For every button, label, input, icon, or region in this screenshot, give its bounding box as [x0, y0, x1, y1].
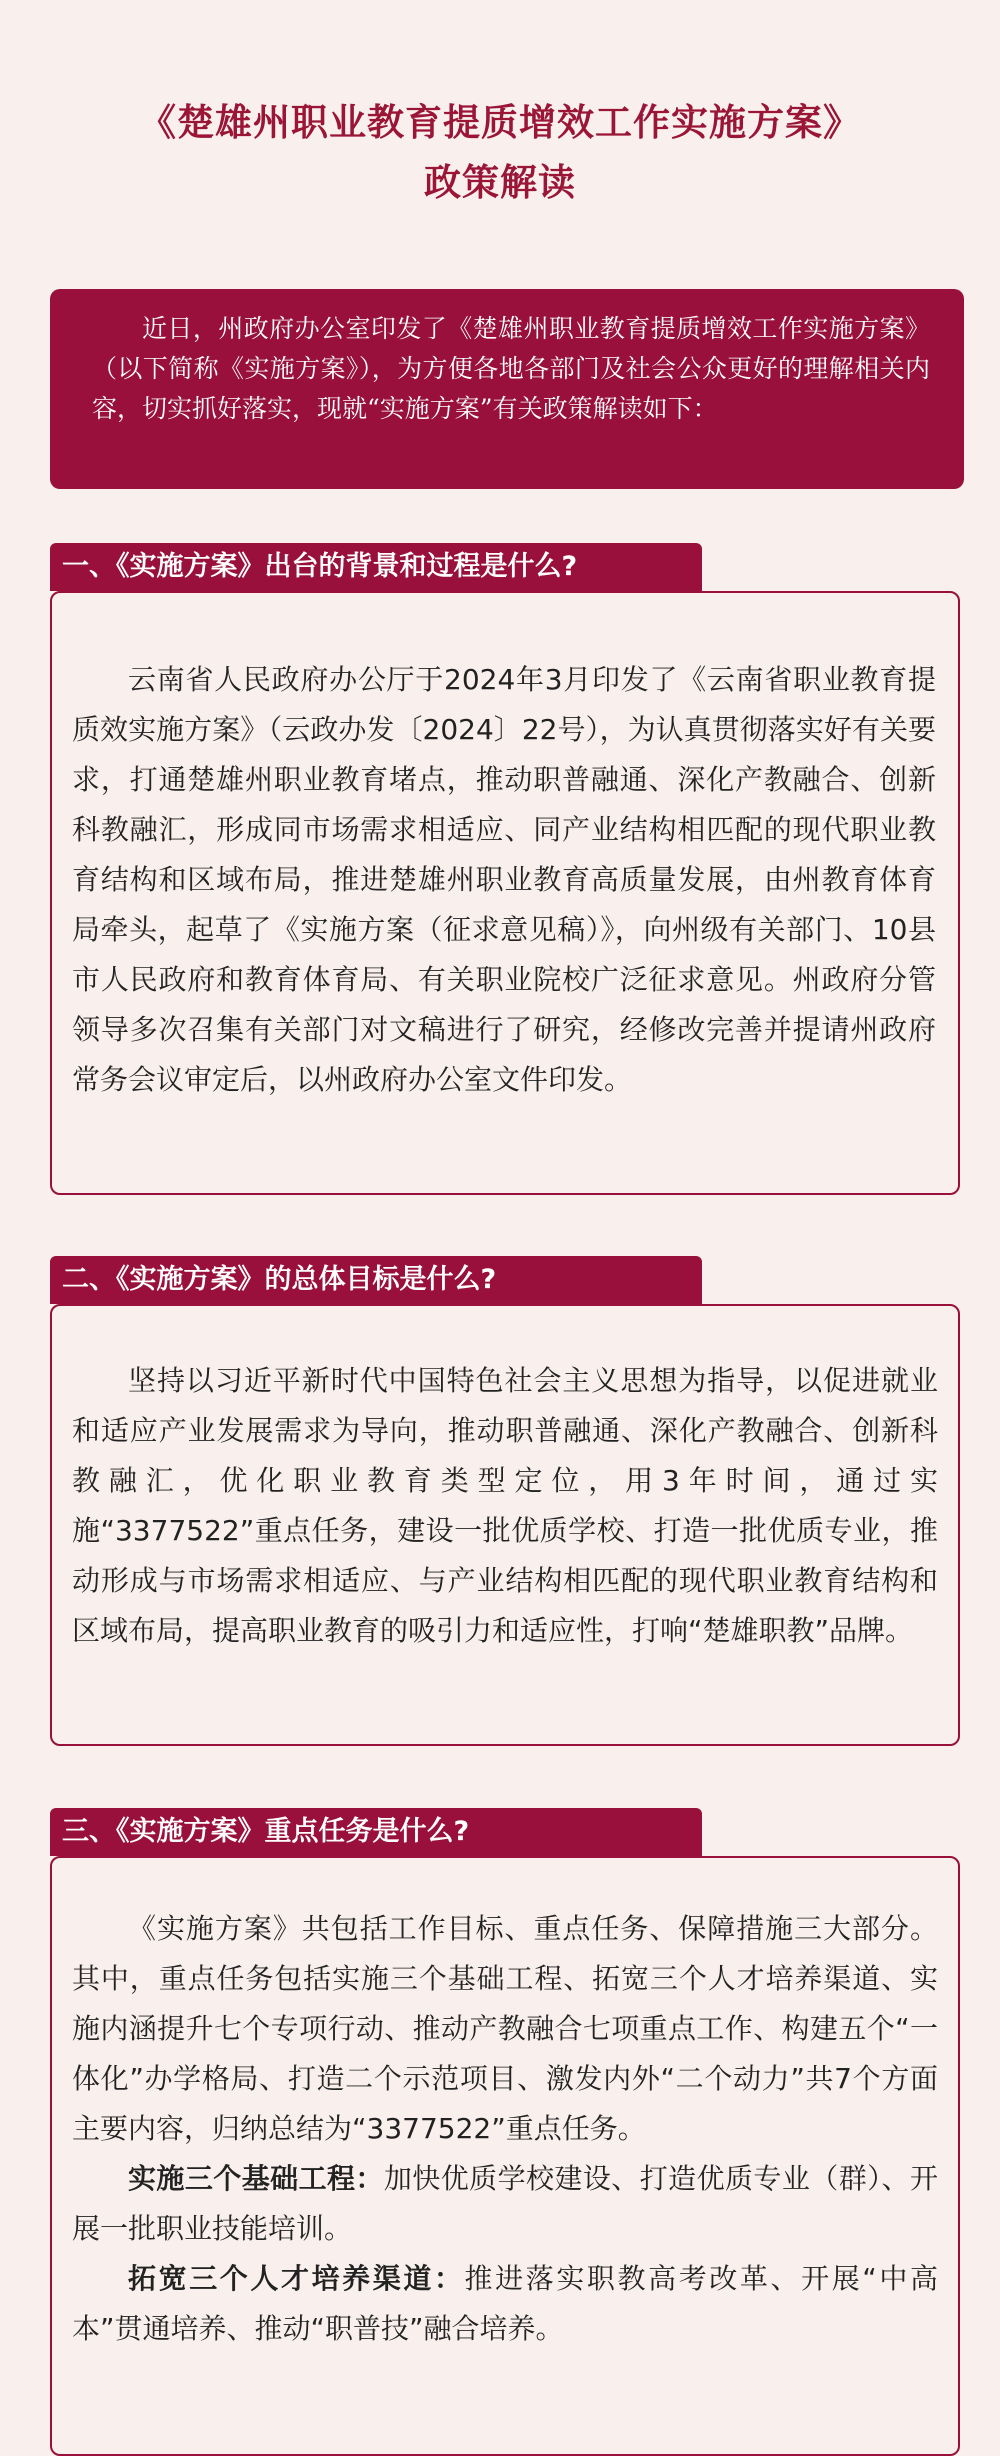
page-subtitle: 政策解读	[424, 160, 576, 204]
item-2-label: 拓宽三个人才培养渠道：	[128, 2262, 465, 2295]
section-1-heading: 一、《实施方案》出台的背景和过程是什么?	[50, 543, 702, 591]
item-1-label: 实施三个基础工程：	[128, 2162, 384, 2195]
section-3-heading: 三、《实施方案》重点任务是什么?	[50, 1808, 702, 1856]
section-3-item-2	[72, 2254, 938, 2354]
section-3-box	[50, 1856, 960, 2456]
intro-box: 近日，州政府办公室印发了《楚雄州职业教育提质增效工作实施方案》（以下简称《实施方案》），为方便各地各部门及社会公众更好的理解相关内容，切实抓好落实，现就“实施方案”有关政策解读如下：	[50, 289, 964, 489]
section-2-heading: 二、《实施方案》的总体目标是什么?	[50, 1256, 702, 1304]
item-1-text: 加快优质学校建设、打造优质专业（群）、开展一批职业技能培训。	[72, 2162, 938, 2245]
section-2-paragraph: 坚持以习近平新时代中国特色社会主义思想为指导，以促进就业和适应产业发展需求为导向，推动职普融通、深化产教融合、创新科教融汇，优化职业教育类型定位，用3年时间，通过实施“3377522”重点任务，建设一批优质学校、打造一批优质专业，推动形成与市场需求相适应、与产业结构相匹配的现代职业教育结构和区域布局，提高职业教育的吸引力和适应性，打响“楚雄职教”品牌。	[72, 1364, 938, 1647]
item-2-text: 推进落实职教高考改革、开展“中高本”贯通培养、推动“职普技”融合培养。	[72, 2262, 938, 2345]
section-2-box	[50, 1304, 960, 1746]
section-3-paragraph: 《实施方案》共包括工作目标、重点任务、保障措施三大部分。其中，重点任务包括实施三个基础工程、拓宽三个人才培养渠道、实施内涵提升七个专项行动、推动产教融合七项重点工作、构建五个“一体化”办学格局、打造二个示范项目、激发内外“二个动力”共7个方面主要内容，归纳总结为“3377522”重点任务。	[72, 1912, 938, 2145]
page-title: 《楚雄州职业教育提质增效工作实施方案》	[139, 100, 861, 144]
section-3-item-1	[72, 2154, 938, 2254]
section-1-box	[50, 591, 960, 1195]
section-1-paragraph: 云南省人民政府办公厅于2024年3月印发了《云南省职业教育提质效实施方案》（云政办发〔2024〕22号），为认真贯彻落实好有关要求，打通楚雄州职业教育堵点，推动职普融通、深化产教融合、创新科教融汇，形成同市场需求相适应、同产业结构相匹配的现代职业教育结构和区域布局，推进楚雄州职业教育高质量发展，由州教育体育局牵头，起草了《实施方案（征求意见稿）》，向州级有关部门、10县市人民政府和教育体育局、有关职业院校广泛征求意见。州政府分管领导多次召集有关部门对文稿进行了研究，经修改完善并提请州政府常务会议审定后，以州政府办公室文件印发。	[72, 663, 936, 1096]
